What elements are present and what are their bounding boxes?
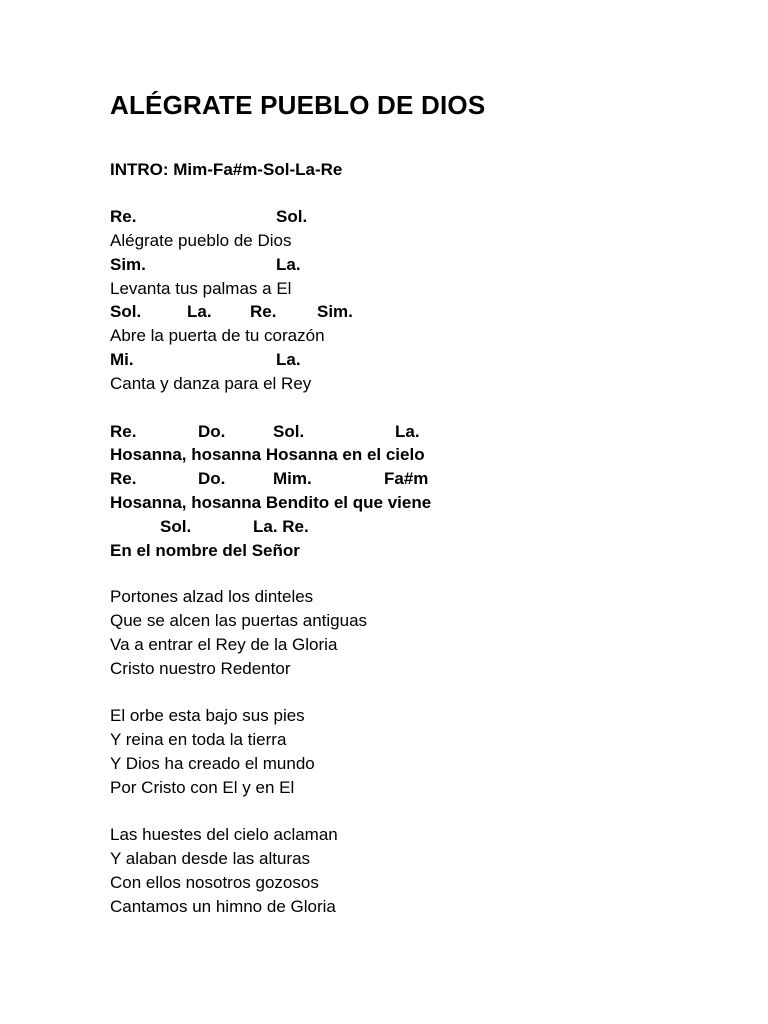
chord: Fa#m bbox=[384, 469, 429, 488]
lyric-line: Cristo nuestro Redentor bbox=[110, 659, 291, 678]
lyric-line: Portones alzad los dinteles bbox=[110, 587, 314, 606]
lyric-line: Va a entrar el Rey de la Gloria bbox=[110, 635, 338, 654]
chord: Do. bbox=[198, 422, 226, 441]
lyric-line: Canta y danza para el Rey bbox=[110, 374, 312, 393]
lyric-line: Por Cristo con El y en El bbox=[110, 778, 295, 797]
chord: La. bbox=[187, 302, 212, 321]
chord: Sol. bbox=[276, 207, 308, 226]
lyric-line: Y alaban desde las alturas bbox=[110, 849, 311, 868]
chord: Re. bbox=[110, 469, 137, 488]
lyric-line: Y reina en toda la tierra bbox=[110, 730, 287, 749]
chord: Re. bbox=[250, 302, 277, 321]
lyric-line: Hosanna, hosanna Bendito el que viene bbox=[110, 493, 432, 512]
intro-line: INTRO: Mim-Fa#m-Sol-La-Re bbox=[110, 160, 343, 179]
chord: Sim. bbox=[110, 255, 146, 274]
chord: La. bbox=[276, 255, 301, 274]
chord: Mi. bbox=[110, 350, 134, 369]
chord: La. bbox=[276, 350, 301, 369]
chord: Re. bbox=[110, 422, 137, 441]
lyric-line: Que se alcen las puertas antiguas bbox=[110, 611, 368, 630]
lyric-line: Alégrate pueblo de Dios bbox=[110, 231, 292, 250]
lyric-line: Y Dios ha creado el mundo bbox=[110, 754, 315, 773]
lyric-line: Abre la puerta de tu corazón bbox=[110, 326, 325, 345]
lyric-line: Levanta tus palmas a El bbox=[110, 279, 292, 298]
chord: Sol. bbox=[160, 517, 192, 536]
chord: Do. bbox=[198, 469, 226, 488]
lyric-line: Hosanna, hosanna Hosanna en el cielo bbox=[110, 445, 425, 464]
chord: La. Re. bbox=[253, 517, 309, 536]
lyric-line: Las huestes del cielo aclaman bbox=[110, 825, 338, 844]
lyric-line: Cantamos un himno de Gloria bbox=[110, 897, 336, 916]
song-title: ALÉGRATE PUEBLO DE DIOS bbox=[110, 90, 486, 120]
chord: Sim. bbox=[317, 302, 353, 321]
chord: Re. bbox=[110, 207, 137, 226]
lyric-line: Con ellos nosotros gozosos bbox=[110, 873, 319, 892]
chord: Mim. bbox=[273, 469, 312, 488]
chord: La. bbox=[395, 422, 420, 441]
chord: Sol. bbox=[110, 302, 142, 321]
lyric-line: El orbe esta bajo sus pies bbox=[110, 706, 305, 725]
chord: Sol. bbox=[273, 422, 305, 441]
lyric-line: En el nombre del Señor bbox=[110, 541, 300, 560]
